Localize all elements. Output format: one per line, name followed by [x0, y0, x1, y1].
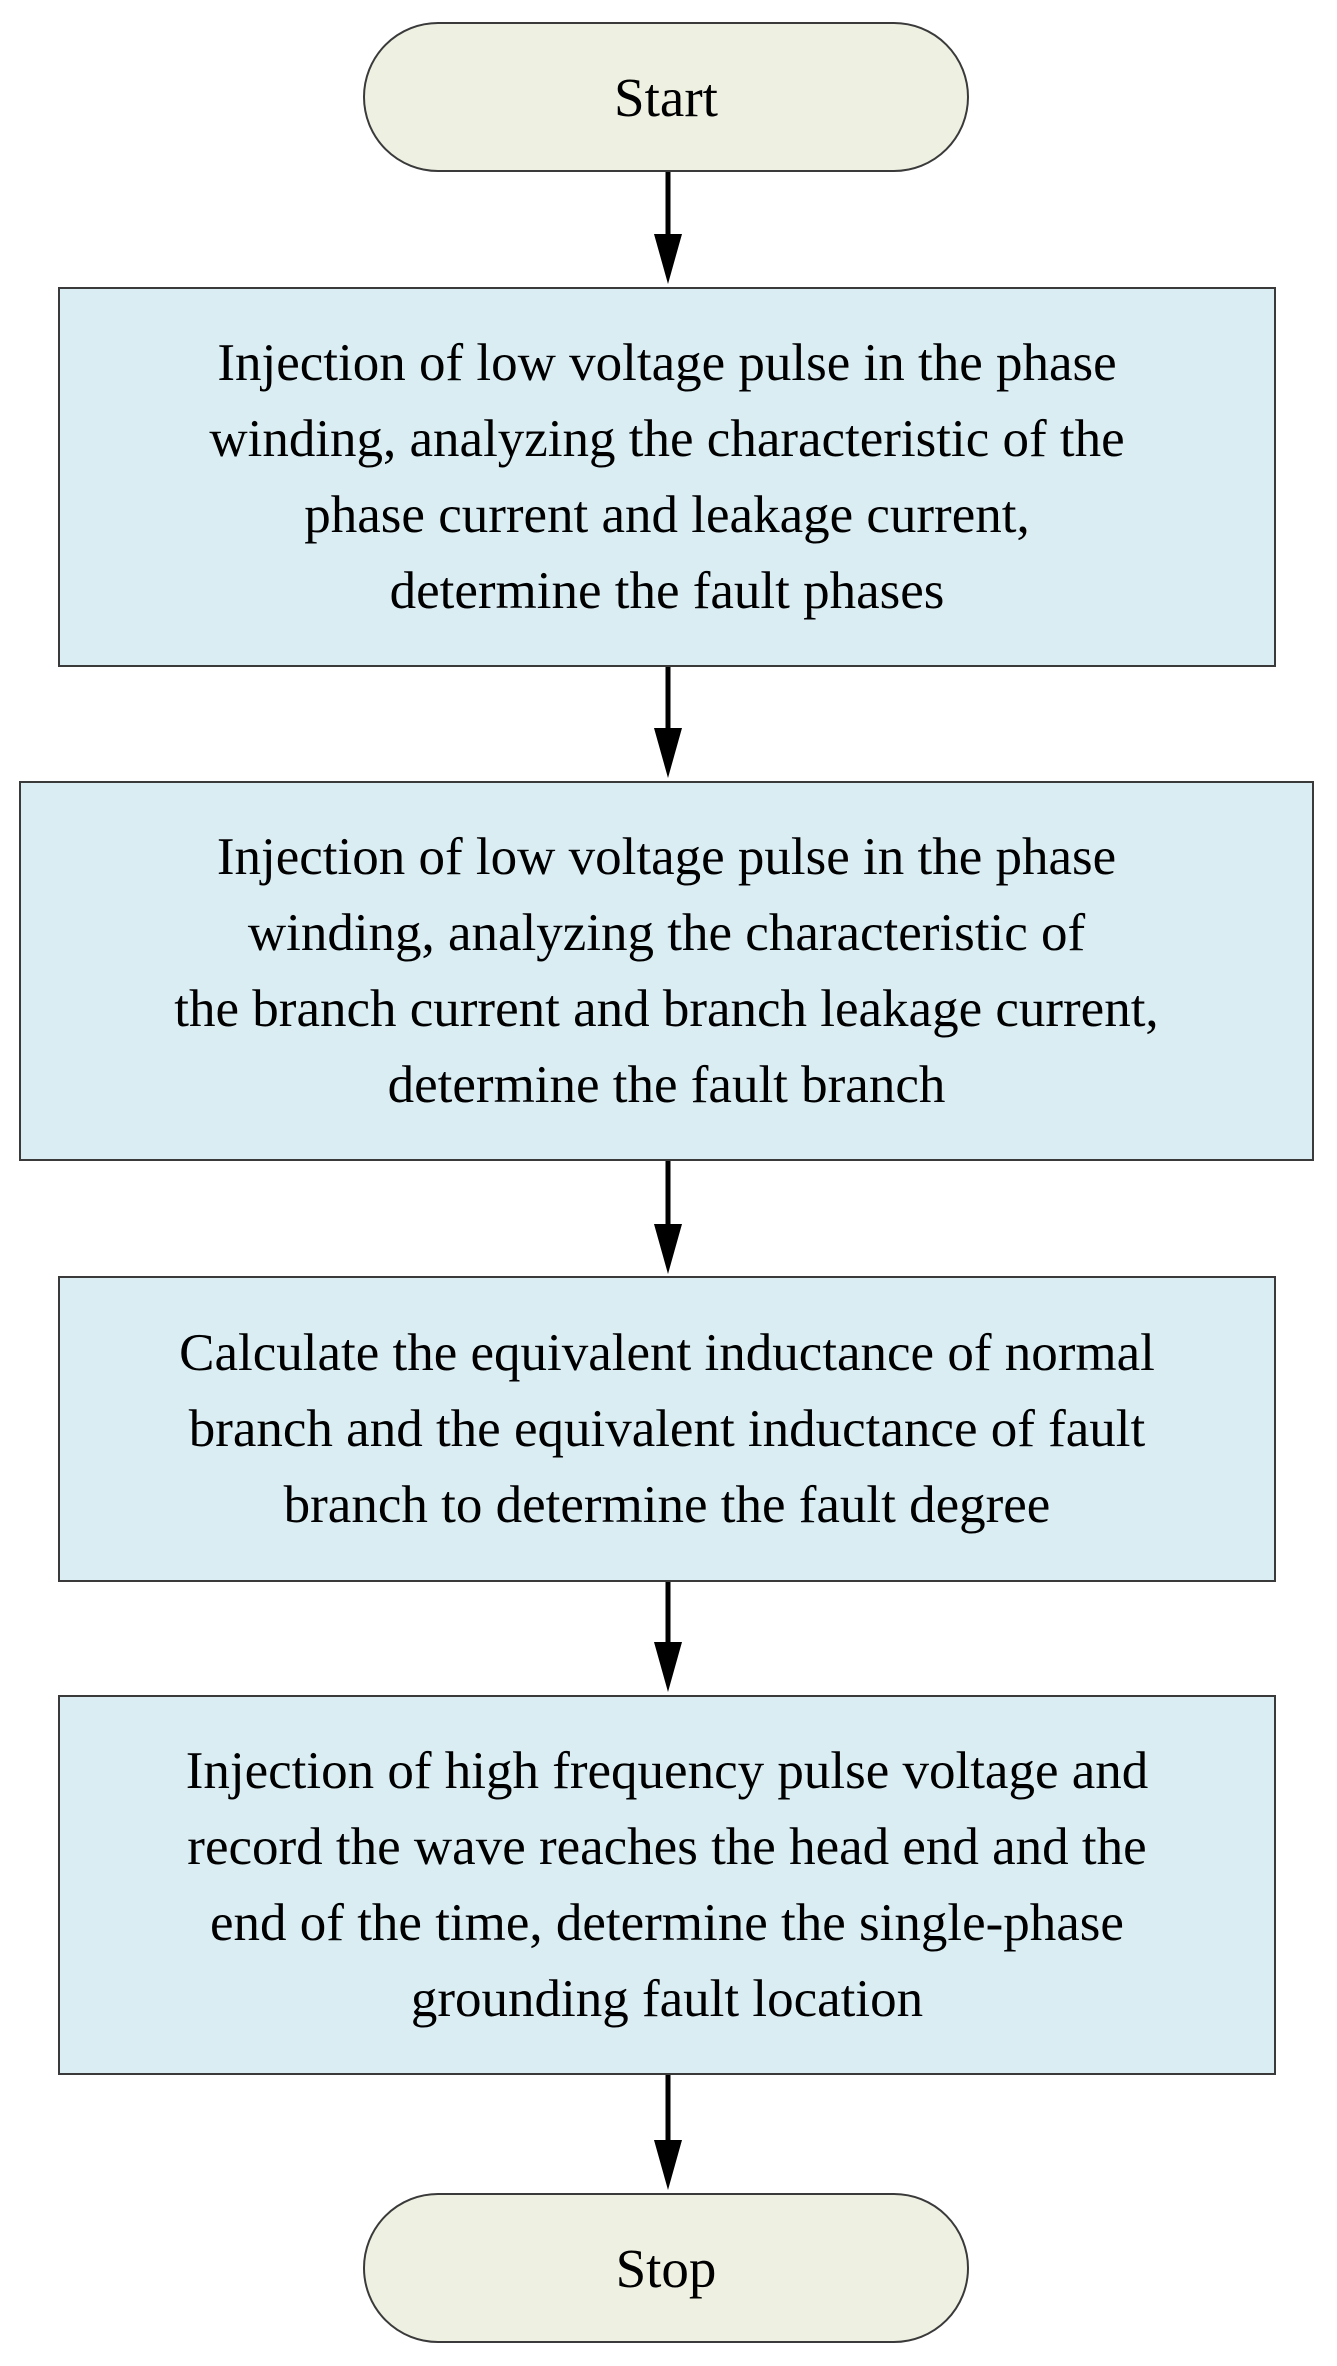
step-2-line-4: determine the fault branch: [387, 1056, 946, 1114]
step-4-line-4: grounding fault location: [410, 1970, 924, 2028]
arrow-start-to-step1: [654, 172, 682, 284]
arrow-step1-to-step2: [654, 667, 682, 778]
process-step-3: [58, 1276, 1276, 1582]
step-1-line-3: phase current and leakage current,: [304, 486, 1030, 544]
stop-terminal: [363, 2193, 969, 2343]
arrow-step2-to-step3: [654, 1161, 682, 1274]
step-4-line-3: end of the time, determine the single-phase: [210, 1894, 1124, 1952]
step-1-line-4: determine the fault phases: [389, 562, 945, 620]
process-step-2: [19, 781, 1314, 1161]
arrow-step3-to-step4: [654, 1582, 682, 1692]
step-4-line-1: Injection of high frequency pulse voltage and: [185, 1742, 1149, 1800]
step-3-line-2: branch and the equivalent inductance of fault: [188, 1400, 1146, 1458]
step-2-line-2: winding, analyzing the characteristic of: [247, 904, 1086, 962]
step-3-line-3: branch to determine the fault degree: [283, 1476, 1051, 1534]
arrow-step4-to-stop: [654, 2075, 682, 2190]
process-step-4: [58, 1695, 1276, 2075]
stop-label: Stop: [615, 2237, 717, 2299]
start-label: Start: [614, 66, 718, 128]
step-2-line-1: Injection of low voltage pulse in the phase: [216, 828, 1117, 886]
step-1-line-1: Injection of low voltage pulse in the phase: [217, 334, 1117, 392]
step-2-line-3: the branch current and branch leakage current,: [174, 980, 1159, 1038]
step-3-line-1: Calculate the equivalent inductance of normal: [179, 1324, 1155, 1382]
process-step-1: [58, 287, 1276, 667]
start-terminal: [363, 22, 969, 172]
step-4-line-2: record the wave reaches the head end and the: [187, 1818, 1147, 1876]
step-1-line-2: winding, analyzing the characteristic of the: [209, 410, 1125, 468]
